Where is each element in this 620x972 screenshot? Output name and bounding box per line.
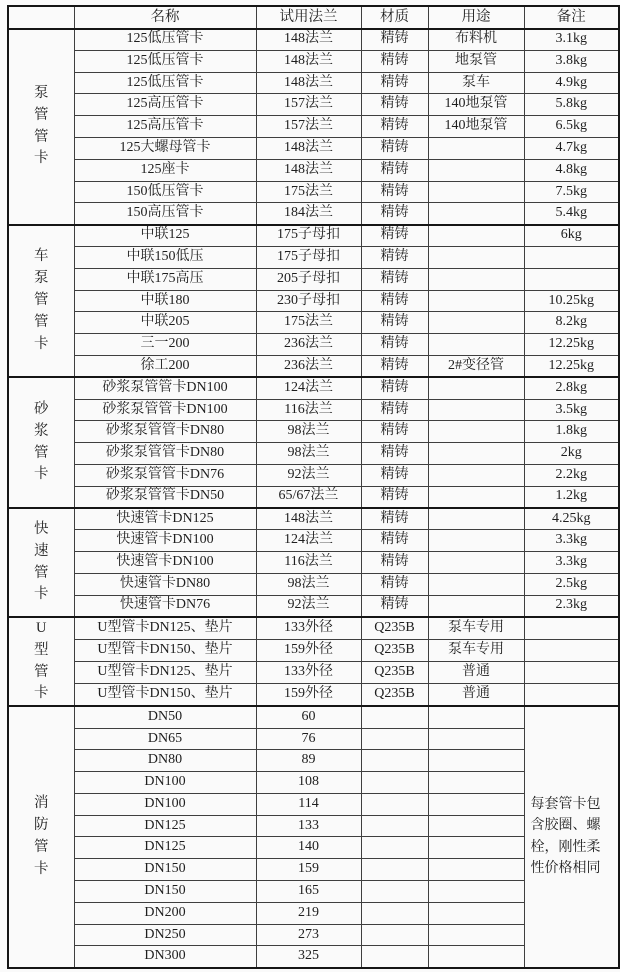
cell-flange: 148法兰: [256, 50, 361, 72]
cell-use: [428, 377, 524, 399]
cell-material: Q235B: [361, 639, 428, 661]
cell-name: DN125: [74, 815, 256, 837]
cell-name: DN80: [74, 750, 256, 772]
cell-use: [428, 815, 524, 837]
cell-material: Q235B: [361, 617, 428, 639]
cell-flange: 116法兰: [256, 552, 361, 574]
cell-use: [428, 290, 524, 312]
cell-use: [428, 399, 524, 421]
group-label-char: 卡: [34, 466, 49, 483]
cell-remark: [524, 662, 619, 684]
cell-flange: 148法兰: [256, 508, 361, 530]
cell-use: 140地泵管: [428, 94, 524, 116]
table-row: [8, 486, 619, 508]
cell-name: 125高压管卡: [74, 116, 256, 138]
group-label: [8, 377, 74, 508]
cell-flange: 159: [256, 859, 361, 881]
cell-flange: 205子母扣: [256, 268, 361, 290]
cell-name: DN65: [74, 728, 256, 750]
cell-use: [428, 421, 524, 443]
cell-material: 精铸: [361, 486, 428, 508]
cell-remark: 6kg: [524, 225, 619, 247]
header-use: 用途: [428, 6, 524, 29]
cell-material: 精铸: [361, 443, 428, 465]
cell-name: U型管卡DN125、垫片: [74, 617, 256, 639]
cell-material: 精铸: [361, 464, 428, 486]
cell-use: [428, 312, 524, 334]
cell-material: 精铸: [361, 290, 428, 312]
cell-flange: 114: [256, 793, 361, 815]
cell-use: [428, 706, 524, 728]
cell-material: 精铸: [361, 268, 428, 290]
cell-name: DN125: [74, 837, 256, 859]
cell-name: DN150: [74, 881, 256, 903]
cell-use: 普通: [428, 684, 524, 706]
header-flange: 试用法兰: [256, 6, 361, 29]
cell-remark: [524, 639, 619, 661]
group-label: [8, 225, 74, 378]
cell-use: 地泵管: [428, 50, 524, 72]
cell-use: [428, 225, 524, 247]
cell-name: 125大螺母管卡: [74, 137, 256, 159]
cell-flange: 273: [256, 924, 361, 946]
cell-use: 布料机: [428, 29, 524, 51]
cell-remark: 12.25kg: [524, 334, 619, 356]
cell-remark: 10.25kg: [524, 290, 619, 312]
group-label-char: 防: [34, 817, 49, 834]
cell-material: 精铸: [361, 552, 428, 574]
cell-flange: 175子母扣: [256, 246, 361, 268]
cell-use: [428, 859, 524, 881]
cell-name: U型管卡DN150、垫片: [74, 639, 256, 661]
table-row: [8, 639, 619, 661]
header-group: [8, 6, 74, 29]
table-row: [8, 443, 619, 465]
cell-flange: 92法兰: [256, 595, 361, 617]
group-label-char: 速: [34, 542, 49, 559]
cell-remark: 5.4kg: [524, 203, 619, 225]
cell-use: [428, 750, 524, 772]
table-row: [8, 355, 619, 377]
cell-use: [428, 793, 524, 815]
group-label: [8, 617, 74, 706]
cell-use: [428, 772, 524, 794]
cell-remark: 3.5kg: [524, 399, 619, 421]
cell-flange: 325: [256, 946, 361, 968]
cell-flange: 133外径: [256, 662, 361, 684]
table-row: [8, 50, 619, 72]
group-label: [8, 706, 74, 968]
cell-remark-merged: 每套管卡包含胶圈、螺栓，刚性柔性价格相同: [524, 706, 619, 968]
cell-remark: 6.5kg: [524, 116, 619, 138]
cell-flange: 175法兰: [256, 312, 361, 334]
cell-name: 中联205: [74, 312, 256, 334]
group-label-char: 管: [34, 106, 49, 123]
table-row: [8, 116, 619, 138]
table-row: [8, 573, 619, 595]
cell-flange: 108: [256, 772, 361, 794]
group-label: [8, 29, 74, 225]
cell-flange: 219: [256, 902, 361, 924]
cell-remark: 3.3kg: [524, 530, 619, 552]
table-row: [8, 530, 619, 552]
cell-name: DN250: [74, 924, 256, 946]
table-row: [8, 617, 619, 639]
cell-flange: 148法兰: [256, 29, 361, 51]
group-label-char: 管: [34, 838, 49, 855]
cell-remark: 3.8kg: [524, 50, 619, 72]
cell-use: [428, 552, 524, 574]
cell-remark: 5.8kg: [524, 94, 619, 116]
cell-remark: 2.3kg: [524, 595, 619, 617]
cell-name: 砂浆泵管管卡DN80: [74, 443, 256, 465]
table-row: [8, 72, 619, 94]
cell-material: [361, 772, 428, 794]
group-label-char: 管: [34, 663, 49, 680]
cell-material: 精铸: [361, 29, 428, 51]
cell-use: [428, 246, 524, 268]
cell-flange: 133: [256, 815, 361, 837]
header-remark: 备注: [524, 6, 619, 29]
cell-name: DN300: [74, 946, 256, 968]
cell-material: [361, 706, 428, 728]
cell-use: [428, 443, 524, 465]
cell-material: 精铸: [361, 181, 428, 203]
cell-remark: 3.1kg: [524, 29, 619, 51]
group-label-char: U: [36, 620, 47, 637]
cell-remark: 4.9kg: [524, 72, 619, 94]
table-row: [8, 377, 619, 399]
group-label-char: 管: [34, 292, 49, 309]
cell-material: 精铸: [361, 421, 428, 443]
cell-material: [361, 881, 428, 903]
cell-flange: 140: [256, 837, 361, 859]
cell-flange: 76: [256, 728, 361, 750]
cell-use: 泵车专用: [428, 617, 524, 639]
price-table: [7, 5, 620, 969]
cell-material: [361, 902, 428, 924]
cell-name: DN100: [74, 793, 256, 815]
cell-material: 精铸: [361, 94, 428, 116]
cell-name: DN100: [74, 772, 256, 794]
cell-material: 精铸: [361, 573, 428, 595]
cell-name: 125低压管卡: [74, 72, 256, 94]
cell-remark: 4.25kg: [524, 508, 619, 530]
cell-remark: 12.25kg: [524, 355, 619, 377]
table-row: [8, 290, 619, 312]
table-row: [8, 268, 619, 290]
group-label-char: 车: [34, 248, 49, 265]
cell-remark: [524, 684, 619, 706]
cell-name: 中联150低压: [74, 246, 256, 268]
table-row: [8, 334, 619, 356]
cell-name: 快速管卡DN100: [74, 530, 256, 552]
group-label-char: 卡: [34, 860, 49, 877]
cell-name: 快速管卡DN100: [74, 552, 256, 574]
cell-remark: 2.8kg: [524, 377, 619, 399]
group-label-char: 管: [34, 128, 49, 145]
cell-material: 精铸: [361, 355, 428, 377]
cell-name: 砂浆泵管管卡DN50: [74, 486, 256, 508]
cell-use: 140地泵管: [428, 116, 524, 138]
cell-name: 150低压管卡: [74, 181, 256, 203]
cell-material: [361, 750, 428, 772]
cell-name: DN150: [74, 859, 256, 881]
cell-flange: 98法兰: [256, 421, 361, 443]
cell-flange: 92法兰: [256, 464, 361, 486]
cell-remark: [524, 246, 619, 268]
table-row: [8, 399, 619, 421]
cell-flange: 175子母扣: [256, 225, 361, 247]
cell-material: 精铸: [361, 246, 428, 268]
cell-flange: 175法兰: [256, 181, 361, 203]
cell-use: 泵车: [428, 72, 524, 94]
group-label-char: 管: [34, 444, 49, 461]
cell-remark: [524, 617, 619, 639]
cell-use: [428, 728, 524, 750]
price-table-body: [8, 6, 619, 968]
cell-material: [361, 815, 428, 837]
cell-flange: 236法兰: [256, 334, 361, 356]
table-row: [8, 159, 619, 181]
cell-material: [361, 946, 428, 968]
cell-material: 精铸: [361, 159, 428, 181]
table-row: [8, 246, 619, 268]
group-label-char: 泵: [34, 270, 49, 287]
cell-remark: 2.5kg: [524, 573, 619, 595]
cell-flange: 98法兰: [256, 443, 361, 465]
cell-name: 125低压管卡: [74, 50, 256, 72]
cell-use: [428, 203, 524, 225]
cell-use: [428, 530, 524, 552]
cell-name: 砂浆泵管管卡DN76: [74, 464, 256, 486]
cell-flange: 65/67法兰: [256, 486, 361, 508]
cell-material: [361, 924, 428, 946]
cell-flange: 184法兰: [256, 203, 361, 225]
cell-material: 精铸: [361, 377, 428, 399]
cell-remark: [524, 268, 619, 290]
header-row: [8, 6, 619, 29]
group-label-char: 泵: [34, 84, 49, 101]
cell-remark: 4.8kg: [524, 159, 619, 181]
group-label-char: 管: [34, 564, 49, 581]
group-label-char: 消: [34, 795, 49, 812]
cell-material: Q235B: [361, 684, 428, 706]
group-label-char: 型: [34, 641, 49, 658]
group-label-char: 卡: [34, 586, 49, 603]
cell-use: [428, 924, 524, 946]
table-row: [8, 312, 619, 334]
cell-flange: 116法兰: [256, 399, 361, 421]
header-name: 名称: [74, 6, 256, 29]
cell-material: 精铸: [361, 399, 428, 421]
table-row: [8, 421, 619, 443]
cell-name: 中联175高压: [74, 268, 256, 290]
table-row: [8, 552, 619, 574]
cell-flange: 124法兰: [256, 377, 361, 399]
cell-use: 普通: [428, 662, 524, 684]
cell-use: 泵车专用: [428, 639, 524, 661]
cell-use: [428, 837, 524, 859]
cell-flange: 236法兰: [256, 355, 361, 377]
cell-remark: 4.7kg: [524, 137, 619, 159]
cell-material: 精铸: [361, 203, 428, 225]
cell-name: 快速管卡DN80: [74, 573, 256, 595]
cell-remark: 1.8kg: [524, 421, 619, 443]
cell-name: 125座卡: [74, 159, 256, 181]
group-label-char: 浆: [34, 422, 49, 439]
cell-name: DN50: [74, 706, 256, 728]
cell-flange: 230子母扣: [256, 290, 361, 312]
cell-use: [428, 486, 524, 508]
cell-flange: 148法兰: [256, 159, 361, 181]
cell-material: [361, 837, 428, 859]
cell-use: [428, 159, 524, 181]
cell-name: 125高压管卡: [74, 94, 256, 116]
cell-material: Q235B: [361, 662, 428, 684]
cell-remark: 2.2kg: [524, 464, 619, 486]
cell-flange: 133外径: [256, 617, 361, 639]
cell-flange: 60: [256, 706, 361, 728]
table-row: [8, 94, 619, 116]
table-row: [8, 595, 619, 617]
cell-use: [428, 137, 524, 159]
cell-use: [428, 464, 524, 486]
cell-name: U型管卡DN150、垫片: [74, 684, 256, 706]
table-row: [8, 706, 619, 728]
cell-remark: 8.2kg: [524, 312, 619, 334]
group-label-char: 卡: [34, 685, 49, 702]
cell-name: 150高压管卡: [74, 203, 256, 225]
group-label: [8, 508, 74, 617]
cell-use: [428, 595, 524, 617]
cell-use: [428, 181, 524, 203]
group-label-char: 砂: [34, 401, 49, 418]
cell-name: 125低压管卡: [74, 29, 256, 51]
table-row: [8, 203, 619, 225]
cell-name: 中联125: [74, 225, 256, 247]
table-row: [8, 181, 619, 203]
group-label-char: 管: [34, 313, 49, 330]
table-row: [8, 508, 619, 530]
cell-material: [361, 859, 428, 881]
group-label-char: 快: [34, 520, 49, 537]
cell-name: 快速管卡DN125: [74, 508, 256, 530]
cell-flange: 98法兰: [256, 573, 361, 595]
cell-use: 2#变径管: [428, 355, 524, 377]
cell-remark: 1.2kg: [524, 486, 619, 508]
cell-use: [428, 881, 524, 903]
cell-material: [361, 728, 428, 750]
cell-flange: 159外径: [256, 684, 361, 706]
cell-flange: 89: [256, 750, 361, 772]
cell-material: 精铸: [361, 225, 428, 247]
cell-name: DN200: [74, 902, 256, 924]
cell-use: [428, 334, 524, 356]
cell-name: 砂浆泵管管卡DN100: [74, 377, 256, 399]
cell-use: [428, 508, 524, 530]
cell-use: [428, 573, 524, 595]
cell-flange: 148法兰: [256, 137, 361, 159]
table-row: [8, 464, 619, 486]
cell-remark: 2kg: [524, 443, 619, 465]
cell-flange: 165: [256, 881, 361, 903]
cell-flange: 124法兰: [256, 530, 361, 552]
cell-use: [428, 946, 524, 968]
cell-material: 精铸: [361, 530, 428, 552]
cell-use: [428, 268, 524, 290]
cell-name: U型管卡DN125、垫片: [74, 662, 256, 684]
cell-name: 砂浆泵管管卡DN100: [74, 399, 256, 421]
cell-name: 砂浆泵管管卡DN80: [74, 421, 256, 443]
cell-flange: 148法兰: [256, 72, 361, 94]
cell-material: [361, 793, 428, 815]
table-row: [8, 662, 619, 684]
cell-remark: 3.3kg: [524, 552, 619, 574]
table-row: [8, 225, 619, 247]
header-material: 材质: [361, 6, 428, 29]
cell-use: [428, 902, 524, 924]
group-label-char: 卡: [34, 335, 49, 352]
cell-material: 精铸: [361, 137, 428, 159]
table-row: [8, 684, 619, 706]
cell-material: 精铸: [361, 334, 428, 356]
cell-flange: 159外径: [256, 639, 361, 661]
cell-material: 精铸: [361, 72, 428, 94]
cell-name: 快速管卡DN76: [74, 595, 256, 617]
cell-material: 精铸: [361, 312, 428, 334]
cell-flange: 157法兰: [256, 116, 361, 138]
cell-material: 精铸: [361, 50, 428, 72]
cell-material: 精铸: [361, 595, 428, 617]
cell-material: 精铸: [361, 116, 428, 138]
cell-name: 三一200: [74, 334, 256, 356]
cell-material: 精铸: [361, 508, 428, 530]
cell-flange: 157法兰: [256, 94, 361, 116]
cell-name: 中联180: [74, 290, 256, 312]
cell-name: 徐工200: [74, 355, 256, 377]
cell-remark: 7.5kg: [524, 181, 619, 203]
table-row: [8, 29, 619, 51]
table-row: [8, 137, 619, 159]
group-label-char: 卡: [34, 150, 49, 167]
